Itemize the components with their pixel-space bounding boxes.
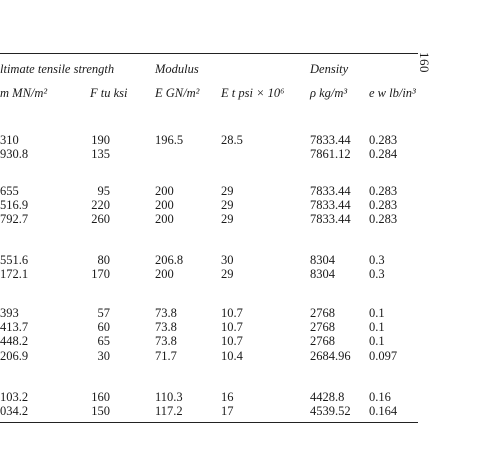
cell-egn: 73.8 (155, 306, 177, 320)
cell-ftu: 135 (91, 147, 110, 162)
cell-egn: 117.2 (155, 404, 183, 419)
cell-ftu: 60 (97, 320, 110, 335)
col-header-rho: ρ kg/m³ (310, 86, 348, 100)
col-header-e-w: e w lb/in³ (369, 86, 416, 100)
cell-egn: 196.5 (155, 133, 184, 147)
cell-egn: 200 (155, 267, 174, 282)
cell-mn: 413.7 (0, 320, 29, 335)
col-header-mn: m MN/m² (0, 86, 48, 100)
col-header-ftu: F tu ksi (90, 86, 128, 100)
cell-ftu: 65 (97, 334, 110, 349)
cell-ew: 0.164 (369, 404, 398, 419)
cell-ftu: 170 (91, 267, 110, 282)
cell-ftu: 220 (91, 198, 110, 213)
cell-ew: 0.283 (369, 184, 398, 198)
cell-epsi: 29 (221, 212, 234, 227)
cell-mn: 172.1 (0, 267, 29, 282)
page-number: 160 (417, 52, 432, 73)
cell-epsi: 30 (221, 253, 234, 267)
cell-rho: 4539.52 (310, 404, 351, 419)
cell-ew: 0.283 (369, 133, 398, 147)
cell-mn: 448.2 (0, 334, 29, 349)
cell-rho: 2684.96 (310, 348, 351, 363)
cell-mn: 310 (0, 133, 19, 147)
header-density: Density (310, 62, 349, 76)
cell-ftu: 80 (97, 253, 110, 267)
cell-egn: 73.8 (155, 334, 177, 349)
cell-epsi: 10.7 (221, 334, 243, 349)
cell-mn: 393 (0, 306, 19, 320)
cell-ew: 0.283 (369, 212, 398, 227)
cell-ftu: 160 (91, 390, 110, 404)
cell-ew: 0.3 (369, 253, 385, 267)
cell-rho: 7833.44 (310, 184, 351, 198)
cell-ftu: 190 (91, 133, 110, 147)
cell-ew: 0.283 (369, 198, 398, 213)
col-header-e-gn: E GN/m² (155, 86, 200, 100)
cell-ew: 0.3 (369, 267, 385, 282)
cell-mn: 792.7 (0, 212, 29, 227)
cell-mn: 930.8 (0, 147, 29, 162)
cell-ftu: 95 (97, 184, 110, 198)
cell-ftu: 260 (91, 212, 110, 227)
cell-rho: 8304 (310, 253, 335, 267)
cell-egn: 200 (155, 198, 174, 213)
cell-rho: 7833.44 (310, 133, 351, 147)
col-header-e-psi: E t psi × 10⁶ (221, 86, 285, 100)
cell-mn: 103.2 (0, 390, 29, 404)
cell-egn: 71.7 (155, 348, 177, 363)
cell-epsi: 28.5 (221, 133, 243, 147)
cell-rho: 7833.44 (310, 198, 351, 213)
cell-mn: 551.6 (0, 253, 29, 267)
cell-mn: 206.9 (0, 348, 29, 363)
cell-egn: 200 (155, 212, 174, 227)
cell-rho: 8304 (310, 267, 335, 282)
cell-ew: 0.097 (369, 348, 398, 363)
cell-ftu: 57 (97, 306, 110, 320)
cell-epsi: 10.7 (221, 320, 243, 335)
cell-rho: 2768 (310, 320, 335, 335)
cell-epsi: 29 (221, 184, 234, 198)
cell-rho: 4428.8 (310, 390, 345, 404)
cell-mn: 655 (0, 184, 19, 198)
header-tensile-strength: ltimate tensile strength (0, 62, 115, 76)
cell-ew: 0.16 (369, 390, 391, 404)
cell-epsi: 10.4 (221, 348, 243, 363)
cell-ew: 0.1 (369, 306, 385, 320)
cell-ew: 0.1 (369, 320, 385, 335)
cell-epsi: 29 (221, 198, 234, 213)
cell-egn: 73.8 (155, 320, 177, 335)
table-top-rule (0, 53, 418, 54)
cell-epsi: 10.7 (221, 306, 243, 320)
cell-ew: 0.1 (369, 334, 385, 349)
cell-rho: 7833.44 (310, 212, 351, 227)
cell-rho: 7861.12 (310, 147, 351, 162)
cell-egn: 110.3 (155, 390, 183, 404)
cell-epsi: 16 (221, 390, 234, 404)
cell-mn: 516.9 (0, 198, 29, 213)
cell-rho: 2768 (310, 334, 335, 349)
table-bottom-rule (0, 422, 418, 423)
header-modulus: Modulus (155, 62, 199, 76)
cell-egn: 200 (155, 184, 174, 198)
cell-ftu: 30 (97, 348, 110, 363)
cell-mn: 034.2 (0, 404, 29, 419)
cell-rho: 2768 (310, 306, 335, 320)
cell-egn: 206.8 (155, 253, 184, 267)
cell-ftu: 150 (91, 404, 110, 419)
cell-ew: 0.284 (369, 147, 398, 162)
cell-epsi: 17 (221, 404, 234, 419)
cell-epsi: 29 (221, 267, 234, 282)
